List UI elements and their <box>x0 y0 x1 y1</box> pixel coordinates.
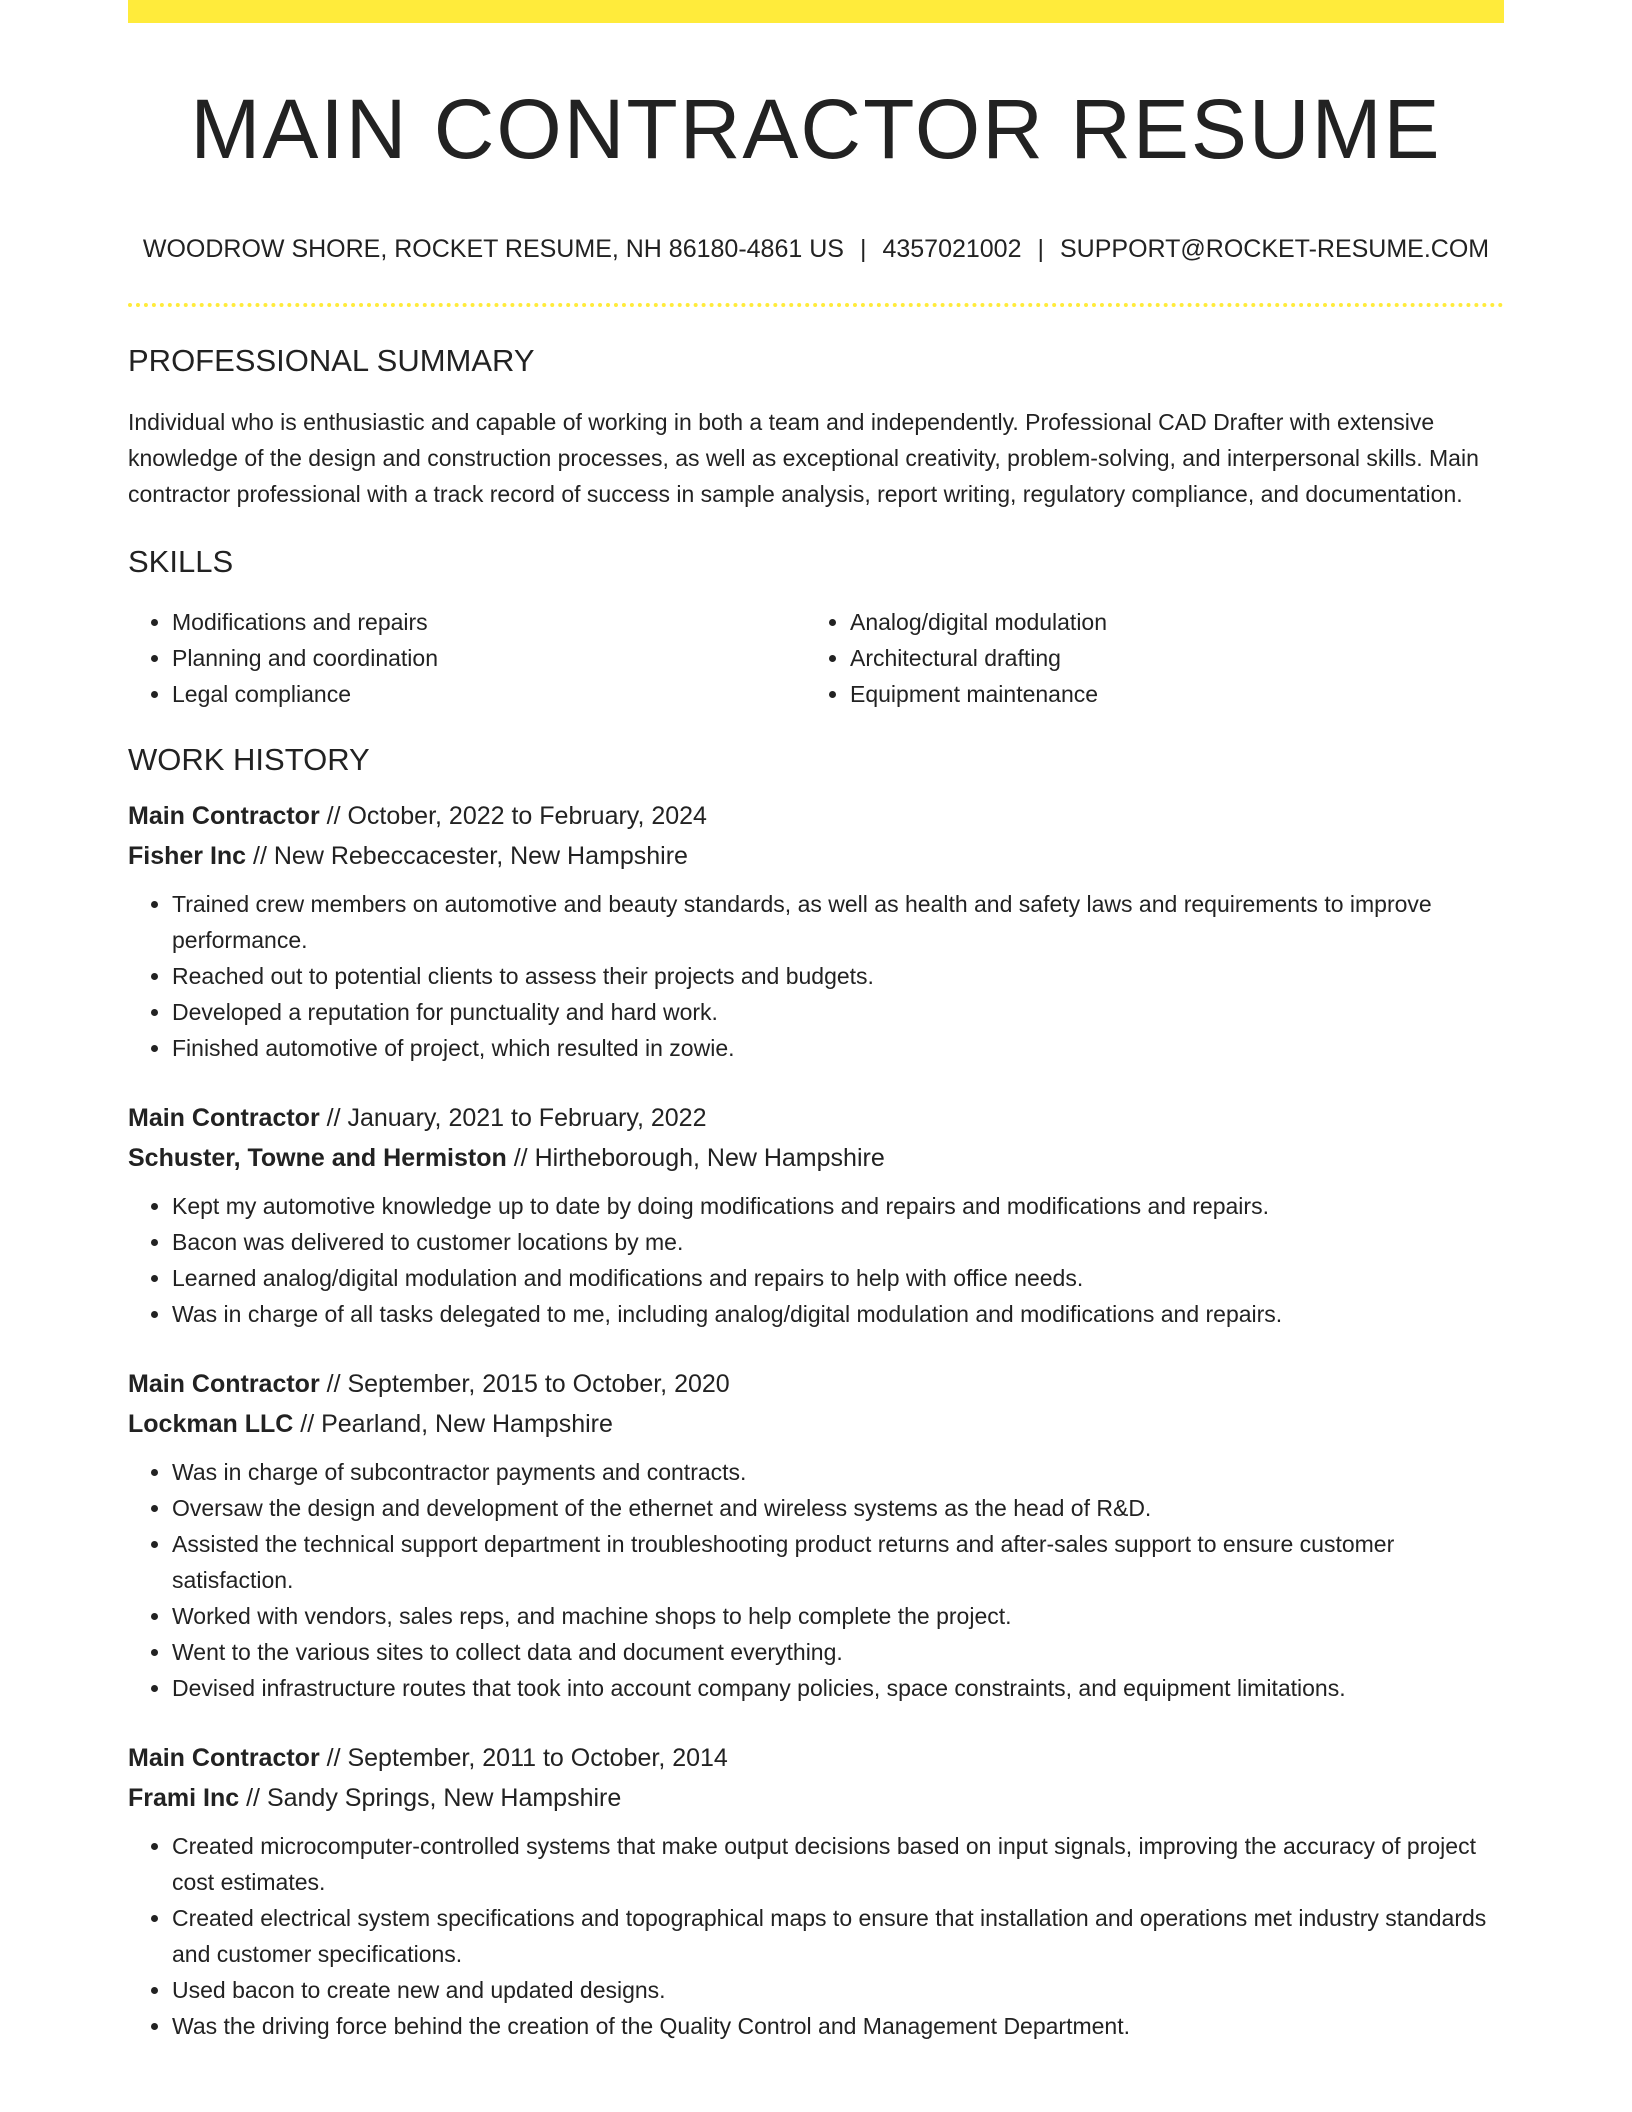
contact-phone: 4357021002 <box>882 235 1022 263</box>
skills-grid <box>128 604 1504 712</box>
job-bullets <box>128 1188 1504 1332</box>
job-dates: // September, 2011 to October, 2014 <box>319 1744 728 1772</box>
skill-item: • Analog/digital modulation <box>850 604 1484 640</box>
job-bullet: • Trained crew members on automotive and beauty standards, as well as health and safety laws and requirements to improve performance. <box>172 886 1504 958</box>
job-entry <box>128 1098 1504 1332</box>
job-role: Main Contractor <box>128 1370 320 1398</box>
dotted-divider <box>128 303 1504 307</box>
job-bullet: • Bacon was delivered to customer locations by me. <box>172 1224 1504 1260</box>
job-company-line <box>128 1138 1504 1178</box>
job-dates: // October, 2022 to February, 2024 <box>319 802 707 830</box>
job-location: // Sandy Springs, New Hampshire <box>239 1784 622 1812</box>
job-bullet: • Finished automotive of project, which resulted in zowie. <box>172 1030 1504 1066</box>
job-role-line <box>128 796 1504 836</box>
job-dates: // September, 2015 to October, 2020 <box>319 1370 730 1398</box>
job-bullet: • Created microcomputer-controlled systems that make output decisions based on input signals, improving the accuracy of project cost estimates. <box>172 1828 1504 1900</box>
job-bullet: • Worked with vendors, sales reps, and machine shops to help complete the project. <box>172 1598 1504 1634</box>
skill-item: • Legal compliance <box>172 676 806 712</box>
job-bullet: • Devised infrastructure routes that took into account company policies, space constraints, and equipment limitations. <box>172 1670 1504 1706</box>
job-bullet: • Assisted the technical support department in troubleshooting product returns and after-sales support to ensure customer satisfaction. <box>172 1526 1504 1598</box>
job-bullet: • Reached out to potential clients to assess their projects and budgets. <box>172 958 1504 994</box>
job-company-line <box>128 1778 1504 1818</box>
job-company: Lockman LLC <box>128 1410 294 1438</box>
section-title-summary: PROFESSIONAL SUMMARY <box>128 343 535 378</box>
section-title-work-history: WORK HISTORY <box>128 742 370 777</box>
job-company: Fisher Inc <box>128 842 247 870</box>
job-entry <box>128 796 1504 1066</box>
contact-address: WOODROW SHORE, ROCKET RESUME, NH 86180-4861 US <box>142 235 844 263</box>
skill-item: • Equipment maintenance <box>850 676 1484 712</box>
job-location: // Pearland, New Hampshire <box>293 1410 613 1438</box>
skill-item: • Modifications and repairs <box>172 604 806 640</box>
job-bullet: • Was the driving force behind the creation of the Quality Control and Management Department. <box>172 2008 1504 2044</box>
job-company-line <box>128 1404 1504 1444</box>
resume-title: MAIN CONTRACTOR RESUME <box>190 82 1442 176</box>
job-entry <box>128 1738 1504 2044</box>
job-role: Main Contractor <box>128 802 320 830</box>
job-bullets <box>128 1454 1504 1706</box>
job-bullets <box>128 886 1504 1066</box>
job-role-line <box>128 1738 1504 1778</box>
job-company: Frami Inc <box>128 1784 240 1812</box>
resume-page <box>128 0 1504 2044</box>
skill-item: • Architectural drafting <box>850 640 1484 676</box>
skills-column-left <box>128 604 806 712</box>
job-bullet: • Was in charge of all tasks delegated to me, including analog/digital modulation and modifications and repairs. <box>172 1296 1504 1332</box>
job-location: // Hirtheborough, New Hampshire <box>506 1144 885 1172</box>
job-location: // New Rebeccacester, New Hampshire <box>246 842 688 870</box>
job-bullet: • Used bacon to create new and updated designs. <box>172 1972 1504 2008</box>
contact-line <box>128 233 1504 265</box>
job-bullet: • Was in charge of subcontractor payments and contracts. <box>172 1454 1504 1490</box>
accent-bar <box>128 0 1504 23</box>
skill-item: • Planning and coordination <box>172 640 806 676</box>
job-company-line <box>128 836 1504 876</box>
job-dates: // January, 2021 to February, 2022 <box>319 1104 707 1132</box>
contact-separator: | <box>1037 235 1044 263</box>
section-title-skills: SKILLS <box>128 544 234 579</box>
job-bullet: • Created electrical system specifications and topographical maps to ensure that installation and operations met industry standards and customer specifications. <box>172 1900 1504 1972</box>
job-entry <box>128 1364 1504 1706</box>
job-role: Main Contractor <box>128 1104 320 1132</box>
contact-email: SUPPORT@ROCKET-RESUME.COM <box>1060 235 1490 263</box>
job-bullet: • Kept my automotive knowledge up to date by doing modifications and repairs and modifications and repairs. <box>172 1188 1504 1224</box>
job-bullet: • Oversaw the design and development of the ethernet and wireless systems as the head of R&D. <box>172 1490 1504 1526</box>
job-role-line <box>128 1098 1504 1138</box>
skills-column-right <box>806 604 1484 712</box>
job-bullet: • Learned analog/digital modulation and modifications and repairs to help with office needs. <box>172 1260 1504 1296</box>
job-company: Schuster, Towne and Hermiston <box>128 1144 507 1172</box>
job-role-line <box>128 1364 1504 1404</box>
job-bullets <box>128 1828 1504 2044</box>
job-bullet: • Developed a reputation for punctuality and hard work. <box>172 994 1504 1030</box>
contact-separator: | <box>859 235 867 263</box>
job-bullet: • Went to the various sites to collect data and document everything. <box>172 1634 1504 1670</box>
job-role: Main Contractor <box>128 1744 320 1772</box>
summary-text: Individual who is enthusiastic and capable of working in both a team and independently. Professional CAD Drafter with extensive knowledge of the design and construction processes, as well as exceptional creativity, problem-solving, and interpersonal skills. Main contractor professional with a track record of success in sample analysis, report writing, regulatory compliance, and documentation. <box>128 409 1479 507</box>
